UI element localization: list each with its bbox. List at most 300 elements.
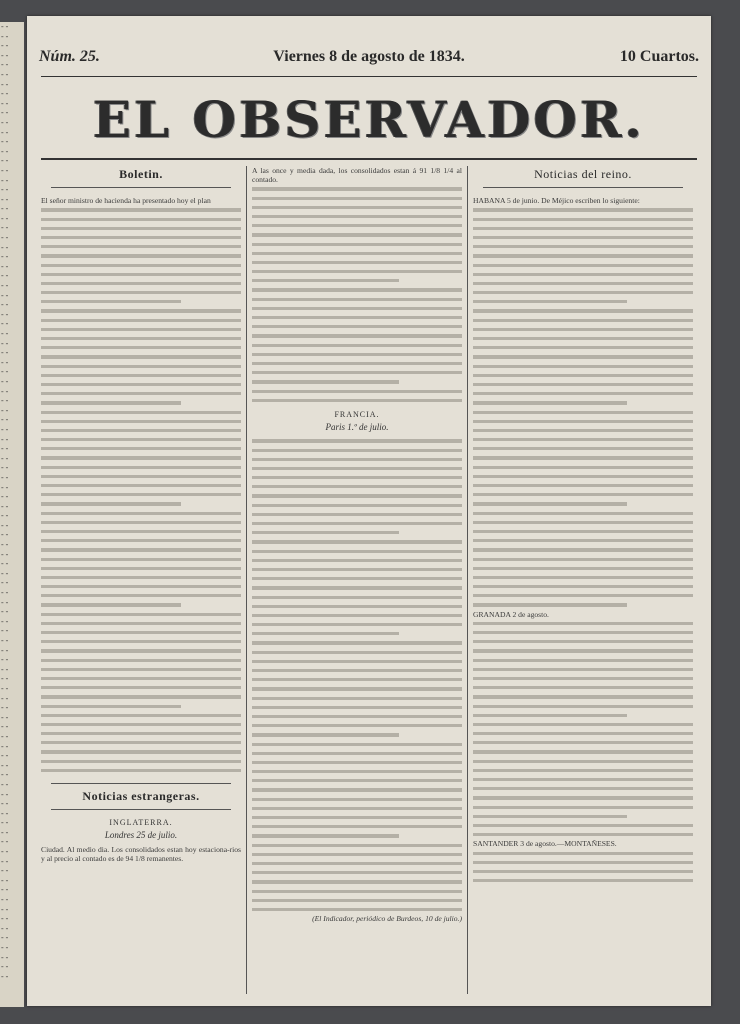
column-middle: [252, 166, 462, 994]
text-line: [252, 203, 462, 212]
text-line: ‑ ‑: [1, 866, 9, 876]
text-line: ‑ ‑: [1, 89, 9, 99]
text-line: [252, 510, 462, 519]
section-rule: [51, 187, 231, 188]
domestic-body-top: [473, 205, 693, 609]
text-line: [252, 684, 462, 693]
text-line: [473, 481, 693, 490]
text-line: [252, 194, 462, 203]
text-line: [252, 620, 462, 629]
text-line: ‑ ‑: [1, 434, 9, 444]
text-line: [252, 285, 462, 294]
text-line: [41, 499, 181, 508]
text-line: [41, 325, 241, 334]
text-line: [473, 582, 693, 591]
text-line: ‑ ‑: [1, 770, 9, 780]
text-line: [473, 656, 693, 665]
text-line: ‑ ‑: [1, 923, 9, 933]
text-line: [41, 637, 241, 646]
text-line: [41, 545, 241, 554]
text-line: [41, 472, 241, 481]
text-line: [252, 675, 462, 684]
text-line: [41, 573, 241, 582]
text-line: [41, 352, 241, 361]
text-line: ‑ ‑: [1, 405, 9, 415]
text-line: ‑ ‑: [1, 760, 9, 770]
text-line: ‑ ‑: [1, 559, 9, 569]
text-line: [252, 482, 462, 491]
text-line: [252, 473, 462, 482]
text-line: [473, 674, 693, 683]
text-line: [473, 316, 693, 325]
text-line: [41, 628, 241, 637]
text-line: ‑ ‑: [1, 319, 9, 329]
text-line: [252, 721, 462, 730]
column-right: [473, 166, 693, 994]
text-line: [252, 785, 462, 794]
text-line: ‑ ‑: [1, 501, 9, 511]
text-line: [252, 593, 462, 602]
text-line: [252, 740, 462, 749]
source-credit: (El Indicador, periódico de Burdeos, 10 de julio.): [312, 914, 462, 924]
text-line: [252, 464, 462, 473]
text-line: [473, 279, 693, 288]
text-line: [252, 537, 462, 546]
text-line: [252, 877, 462, 886]
text-line: [473, 371, 693, 380]
text-line: ‑ ‑: [1, 616, 9, 626]
text-line: [473, 490, 693, 499]
text-line: [41, 582, 241, 591]
text-line: [473, 509, 693, 518]
text-line: ‑ ‑: [1, 914, 9, 924]
text-line: ‑ ‑: [1, 808, 9, 818]
text-line: [252, 767, 462, 776]
text-line: ‑ ‑: [1, 655, 9, 665]
text-line: [41, 656, 241, 665]
text-line: ‑ ‑: [1, 962, 9, 972]
text-line: [41, 297, 181, 306]
text-line: [473, 720, 693, 729]
text-line: [41, 362, 241, 371]
text-line: [41, 702, 181, 711]
text-line: [473, 849, 693, 858]
text-line: ‑ ‑: [1, 117, 9, 127]
issue-number: Núm. 25.: [39, 48, 100, 65]
text-line: [41, 242, 241, 251]
dateline: Paris 1.º de julio.: [325, 422, 389, 433]
text-line: [473, 453, 693, 462]
text-line: [473, 775, 693, 784]
text-line: [473, 242, 693, 251]
text-line: [41, 683, 241, 692]
text-line: [41, 463, 241, 472]
text-line: ‑ ‑: [1, 453, 9, 463]
text-line: [41, 536, 241, 545]
text-line: [41, 261, 241, 270]
text-line: ‑ ‑: [1, 156, 9, 166]
text-line: [252, 491, 462, 500]
text-line: [41, 426, 241, 435]
text-line: [41, 729, 241, 738]
text-line: [252, 556, 462, 565]
text-line: [252, 396, 462, 405]
text-line: [41, 417, 241, 426]
adjacent-page-edge: [0, 22, 24, 1007]
text-line: ‑ ‑: [1, 943, 9, 952]
text-line: ‑ ‑: [1, 597, 9, 607]
text-line: ‑ ‑: [1, 731, 9, 741]
text-line: ‑ ‑: [1, 424, 9, 434]
text-line: [41, 527, 241, 536]
text-line: ‑ ‑: [1, 69, 9, 79]
text-line: ‑ ‑: [1, 204, 9, 214]
text-line: [252, 905, 462, 914]
text-line: ‑ ‑: [1, 396, 9, 406]
text-line: [252, 276, 399, 285]
text-line: [252, 377, 399, 386]
domestic-body-bottom: [473, 849, 693, 886]
text-line: ‑ ‑: [1, 703, 9, 713]
text-line: ‑ ‑: [1, 137, 9, 147]
text-line: ‑ ‑: [1, 588, 9, 598]
text-line: [473, 380, 693, 389]
text-line: ‑ ‑: [1, 79, 9, 89]
text-line: [41, 205, 241, 214]
title-rule: [41, 158, 697, 160]
text-line: [473, 251, 693, 260]
text-line: [252, 221, 462, 230]
text-line: [473, 389, 693, 398]
text-line: [252, 730, 399, 739]
text-line: ‑ ‑: [1, 108, 9, 118]
text-line: [252, 703, 462, 712]
text-line: ‑ ‑: [1, 540, 9, 550]
text-line: [41, 747, 241, 756]
text-line: ‑ ‑: [1, 492, 9, 502]
text-line: [41, 591, 241, 600]
text-line: ‑ ‑: [1, 357, 9, 367]
text-line: [252, 574, 462, 583]
text-line: [41, 646, 241, 655]
text-line: [473, 362, 693, 371]
text-line: [473, 702, 693, 711]
text-line: [473, 545, 693, 554]
text-line: [473, 224, 693, 233]
text-line: [473, 398, 627, 407]
text-line: [252, 648, 462, 657]
dateline: Londres 25 de julio.: [104, 830, 178, 841]
text-line: [473, 527, 693, 536]
text-line: [252, 694, 462, 703]
text-line: [252, 859, 462, 868]
text-line: [41, 270, 241, 279]
text-line: [252, 368, 462, 377]
text-line: [41, 766, 241, 775]
text-line: [473, 619, 693, 628]
text-line: ‑ ‑: [1, 165, 9, 175]
text-line: [473, 417, 693, 426]
text-line: [252, 657, 462, 666]
text-line: [252, 547, 462, 556]
text-line: [252, 758, 462, 767]
text-line: ‑ ‑: [1, 185, 9, 195]
section-rule: [51, 783, 231, 784]
text-line: [473, 270, 693, 279]
text-line: ‑ ‑: [1, 549, 9, 559]
text-line: [41, 674, 241, 683]
middle-body: [252, 436, 462, 914]
text-line: ‑ ‑: [1, 712, 9, 722]
text-line: [473, 711, 627, 720]
text-line: [41, 600, 181, 609]
text-line: [473, 793, 693, 802]
text-line: ‑ ‑: [1, 338, 9, 348]
text-line: [41, 509, 241, 518]
text-line: ‑ ‑: [1, 386, 9, 396]
text-line: [473, 408, 693, 417]
text-line: [473, 325, 693, 334]
text-line: [41, 665, 241, 674]
text-line: ‑ ‑: [1, 952, 9, 962]
text-line: ‑ ‑: [1, 568, 9, 578]
column-divider: [467, 166, 468, 994]
text-line: [473, 858, 693, 867]
text-line: [41, 251, 241, 260]
text-line: ‑ ‑: [1, 50, 9, 60]
text-line: ‑ ‑: [1, 281, 9, 291]
text-line: [252, 350, 462, 359]
column-divider: [246, 166, 247, 994]
text-line: [473, 444, 693, 453]
text-line: [252, 212, 462, 221]
header-rule: [41, 76, 697, 77]
text-line: ‑ ‑: [1, 607, 9, 617]
text-line: [473, 766, 693, 775]
text-line: ‑ ‑: [1, 674, 9, 684]
text-line: [252, 850, 462, 859]
text-line: [252, 565, 462, 574]
text-line: [41, 408, 241, 417]
text-line: [473, 472, 693, 481]
text-line: [473, 343, 693, 352]
text-line: [41, 380, 241, 389]
text-line: ‑ ‑: [1, 971, 9, 981]
middle-first-line: A las once y media dada, los consolidados estan á 91 1/8 1/4 al contado.: [252, 166, 462, 185]
text-line: [473, 812, 627, 821]
text-line: [473, 665, 693, 674]
text-line: [473, 600, 627, 609]
text-line: [41, 343, 241, 352]
text-line: [473, 784, 693, 793]
text-line: [252, 822, 462, 831]
text-line: ‑ ‑: [1, 482, 9, 492]
text-line: ‑ ‑: [1, 60, 9, 70]
text-line: [252, 240, 462, 249]
text-line: ‑ ‑: [1, 271, 9, 281]
text-line: [252, 583, 462, 592]
text-line: [473, 876, 693, 885]
text-line: [473, 628, 693, 637]
text-line: [41, 444, 241, 453]
text-line: [41, 619, 241, 628]
text-line: ‑ ‑: [1, 875, 9, 885]
text-line: ‑ ‑: [1, 98, 9, 108]
text-line: [473, 692, 693, 701]
text-line: [252, 841, 462, 850]
middle-body-top: [252, 184, 462, 405]
text-line: [252, 230, 462, 239]
country-heading: INGLATERRA.: [109, 818, 173, 828]
text-line: [41, 334, 241, 343]
text-line: ‑ ‑: [1, 789, 9, 799]
text-line: [252, 446, 462, 455]
text-line: ‑ ‑: [1, 127, 9, 137]
text-line: ‑ ‑: [1, 261, 9, 271]
text-line: ‑ ‑: [1, 741, 9, 751]
text-line: ‑ ‑: [1, 31, 9, 41]
text-line: [252, 749, 462, 758]
text-line: [473, 646, 693, 655]
text-line: [252, 258, 462, 267]
bulletin-body: [41, 205, 241, 775]
text-line: ‑ ‑: [1, 472, 9, 482]
text-line: [473, 463, 693, 472]
text-line: [473, 757, 693, 766]
text-line: [41, 316, 241, 325]
text-line: ‑ ‑: [1, 837, 9, 847]
text-line: [41, 279, 241, 288]
text-line: [473, 233, 693, 242]
text-line: [41, 306, 241, 315]
text-line: [252, 184, 462, 193]
text-line: ‑ ‑: [1, 693, 9, 703]
text-line: [41, 757, 241, 766]
text-line: [41, 711, 241, 720]
text-line: [473, 334, 693, 343]
text-line: [252, 629, 399, 638]
text-line: [252, 896, 462, 905]
text-line: [252, 795, 462, 804]
text-line: [252, 831, 399, 840]
text-line: [473, 867, 693, 876]
text-line: [41, 389, 241, 398]
text-line: [41, 564, 241, 573]
text-line: ‑ ‑: [1, 511, 9, 521]
text-line: ‑ ‑: [1, 933, 9, 943]
text-line: [473, 205, 693, 214]
domestic-first-line: HABANA 5 de junio. De Méjico escriben lo siguiente:: [473, 196, 640, 206]
text-line: ‑ ‑: [1, 367, 9, 377]
text-line: [41, 233, 241, 242]
text-line: [252, 776, 462, 785]
text-line: [252, 359, 462, 368]
text-line: [252, 804, 462, 813]
text-line: ‑ ‑: [1, 722, 9, 732]
text-line: [41, 518, 241, 527]
text-line: ‑ ‑: [1, 520, 9, 530]
text-line: ‑ ‑: [1, 827, 9, 837]
text-line: ‑ ‑: [1, 645, 9, 655]
text-line: [41, 555, 241, 564]
newspaper-title: EL OBSERVADOR.: [92, 90, 646, 149]
text-line: [473, 830, 693, 839]
text-line: [473, 435, 693, 444]
text-line: [473, 738, 693, 747]
text-line: ‑ ‑: [1, 223, 9, 233]
text-line: ‑ ‑: [1, 818, 9, 828]
text-line: [473, 637, 693, 646]
text-line: [252, 267, 462, 276]
bulletin-heading: Boletin.: [119, 167, 163, 181]
text-line: ‑ ‑: [1, 252, 9, 262]
text-line: [41, 692, 241, 701]
text-line: [41, 481, 241, 490]
text-line: [473, 683, 693, 692]
text-line: ‑ ‑: [1, 242, 9, 252]
text-line: ‑ ‑: [1, 415, 9, 425]
text-line: ‑ ‑: [1, 146, 9, 156]
text-line: [473, 518, 693, 527]
foreign-news-heading: Noticias estrangeras.: [82, 789, 200, 804]
text-line: [41, 453, 241, 462]
domestic-body-middle: [473, 619, 693, 840]
issue-date: Viernes 8 de agosto de 1834.: [273, 48, 465, 65]
text-line: ‑ ‑: [1, 847, 9, 857]
text-line: [473, 215, 693, 224]
text-line: [252, 304, 462, 313]
text-line: [41, 490, 241, 499]
text-line: [252, 295, 462, 304]
text-line: [252, 436, 462, 445]
text-line: [252, 501, 462, 510]
text-line: [252, 313, 462, 322]
text-line: [473, 288, 693, 297]
text-line: [252, 519, 462, 528]
text-line: ‑ ‑: [1, 885, 9, 895]
text-line: [252, 387, 462, 396]
text-line: ‑ ‑: [1, 175, 9, 185]
domestic-news-heading: Noticias del reino.: [534, 167, 632, 181]
text-line: ‑ ‑: [1, 530, 9, 540]
text-line: ‑ ‑: [1, 329, 9, 338]
text-line: [252, 868, 462, 877]
text-line: [473, 729, 693, 738]
text-line: [41, 435, 241, 444]
text-line: [473, 426, 693, 435]
column-left: [41, 166, 241, 994]
text-line: ‑ ‑: [1, 444, 9, 454]
text-line: ‑ ‑: [1, 751, 9, 761]
text-line: ‑ ‑: [1, 233, 9, 243]
text-line: [41, 720, 241, 729]
text-line: ‑ ‑: [1, 779, 9, 789]
text-line: [473, 306, 693, 315]
text-line: [252, 602, 462, 611]
text-line: [41, 398, 181, 407]
text-line: ‑ ‑: [1, 636, 9, 645]
text-line: [473, 536, 693, 545]
text-line: [473, 297, 627, 306]
text-line: ‑ ‑: [1, 22, 9, 31]
dateline-santander: SANTANDER 3 de agosto.—MONTAÑESES.: [473, 839, 617, 849]
text-line: [473, 821, 693, 830]
text-line: ‑ ‑: [1, 895, 9, 905]
text-line: [252, 341, 462, 350]
text-line: [473, 747, 693, 756]
text-line: ‑ ‑: [1, 309, 9, 319]
issue-price: 10 Cuartos.: [619, 48, 699, 65]
